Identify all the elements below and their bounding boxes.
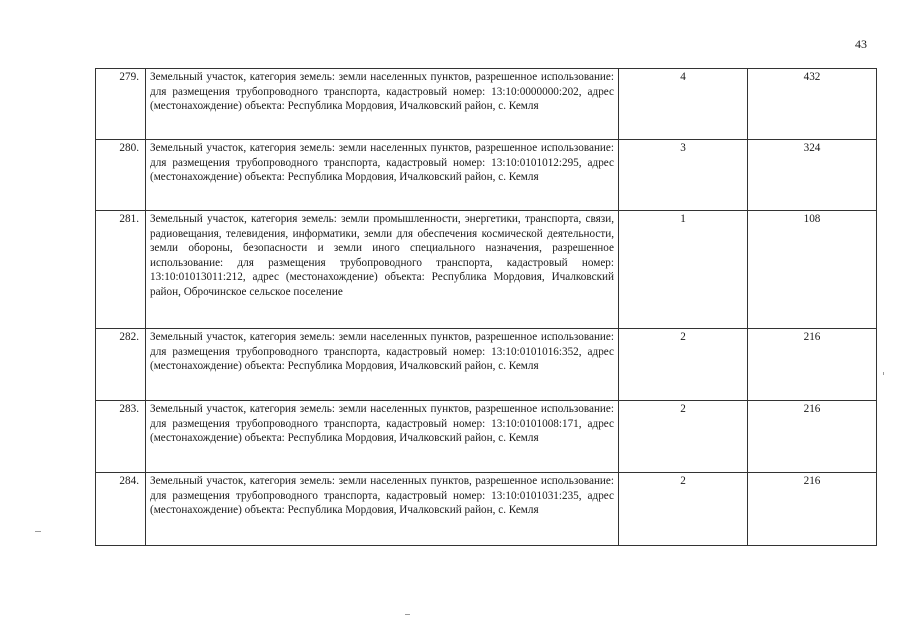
scan-speck bbox=[35, 531, 41, 532]
row-col3-value: 1 bbox=[619, 211, 748, 329]
row-number: 282. bbox=[96, 329, 146, 401]
table-row bbox=[96, 401, 877, 473]
table-row bbox=[96, 140, 877, 211]
row-number: 280. bbox=[96, 140, 146, 211]
scan-speck bbox=[405, 614, 410, 615]
row-description: Земельный участок, категория земель: земли населенных пунктов, разрешенное использование: для размещения трубопроводного транспорта, кадастровый номер: 13:10:0101016:352, адрес (местонахождение) объекта: Республика Мордовия, Ичалковский район, с. Кемля bbox=[146, 329, 619, 401]
table-row bbox=[96, 69, 877, 140]
table-row bbox=[96, 473, 877, 546]
row-col3-value: 2 bbox=[619, 401, 748, 473]
row-col3-value: 2 bbox=[619, 329, 748, 401]
scan-speck bbox=[883, 372, 884, 375]
row-col4-value: 216 bbox=[748, 329, 877, 401]
row-col4-value: 324 bbox=[748, 140, 877, 211]
row-number: 284. bbox=[96, 473, 146, 546]
row-description: Земельный участок, категория земель: земли населенных пунктов, разрешенное использование: для размещения трубопроводного транспорта, кадастровый номер: 13:10:0000000:202, адрес (местонахождение) объекта: Республика Мордовия, Ичалковский район, с. Кемля bbox=[146, 69, 619, 140]
row-col3-value: 2 bbox=[619, 473, 748, 546]
row-col3-value: 4 bbox=[619, 69, 748, 140]
row-col4-value: 108 bbox=[748, 211, 877, 329]
row-number: 281. bbox=[96, 211, 146, 329]
land-plots-table bbox=[95, 68, 877, 546]
table-row bbox=[96, 211, 877, 329]
row-col3-value: 3 bbox=[619, 140, 748, 211]
table-row bbox=[96, 329, 877, 401]
row-number: 279. bbox=[96, 69, 146, 140]
row-col4-value: 216 bbox=[748, 473, 877, 546]
row-number: 283. bbox=[96, 401, 146, 473]
row-description: Земельный участок, категория земель: земли промышленности, энергетики, транспорта, связи, радиовещания, телевидения, информатики, земли для обеспечения космической деятельности, земли обороны, безопасности и земли иного специального назначения, разрешенное использование: для размещения трубопроводного транспорта, кадастровый номер: 13:10:01013011:212, адрес (местонахождение) объекта: Республика Мордовия, Ичалковский район, Оброчинское сельское поселение bbox=[146, 211, 619, 329]
row-description: Земельный участок, категория земель: земли населенных пунктов, разрешенное использование: для размещения трубопроводного транспорта, кадастровый номер: 13:10:0101012:295, адрес (местонахождение) объекта: Республика Мордовия, Ичалковский район, с. Кемля bbox=[146, 140, 619, 211]
row-description: Земельный участок, категория земель: земли населенных пунктов, разрешенное использование: для размещения трубопроводного транспорта, кадастровый номер: 13:10:0101008:171, адрес (местонахождение) объекта: Республика Мордовия, Ичалковский район, с. Кемля bbox=[146, 401, 619, 473]
row-col4-value: 216 bbox=[748, 401, 877, 473]
row-description: Земельный участок, категория земель: земли населенных пунктов, разрешенное использование: для размещения трубопроводного транспорта, кадастровый номер: 13:10:0101031:235, адрес (местонахождение) объекта: Республика Мордовия, Ичалковский район, с. Кемля bbox=[146, 473, 619, 546]
row-col4-value: 432 bbox=[748, 69, 877, 140]
page-number: 43 bbox=[855, 37, 867, 51]
